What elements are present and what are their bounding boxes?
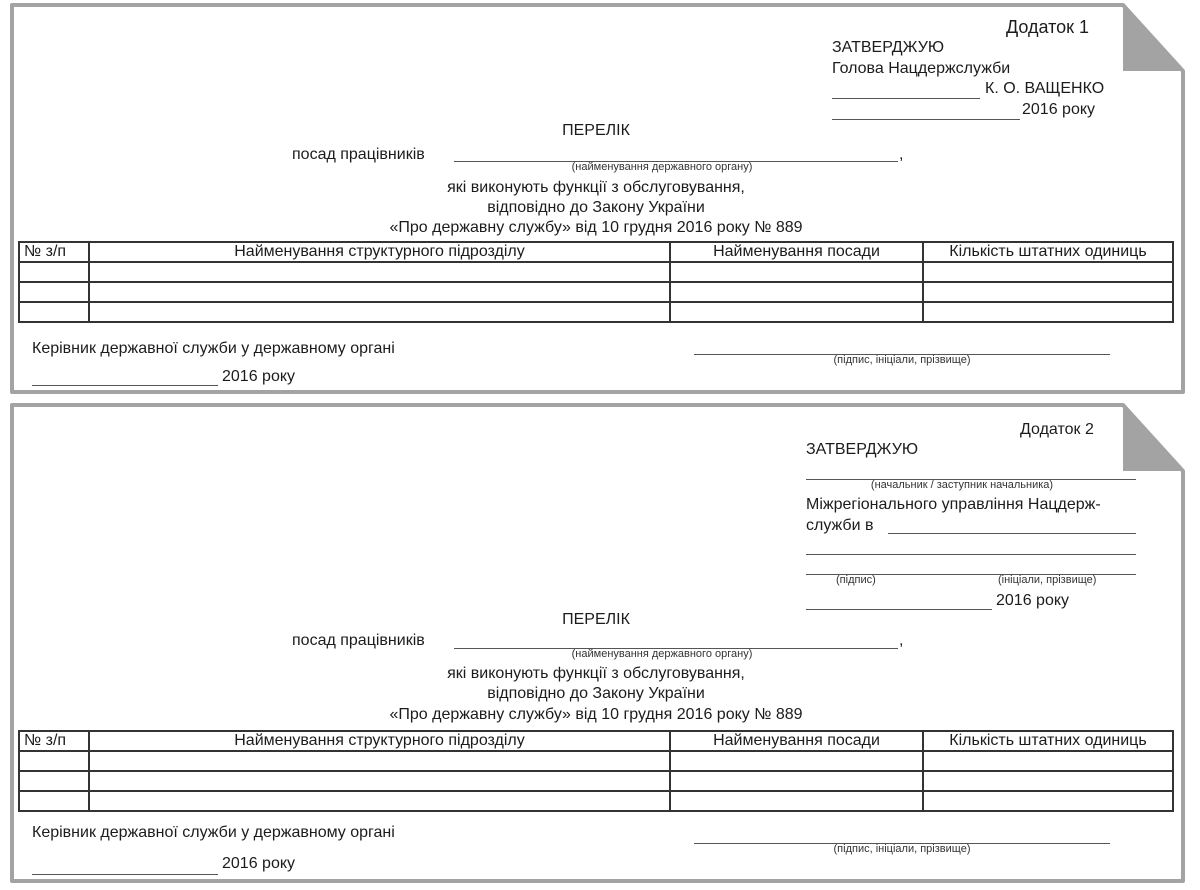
organization-caption: (найменування державного органу) [571,161,753,173]
table-cell[interactable] [670,751,923,771]
footer-signature-caption: (підпис, ініціали, прізвище) [833,843,971,855]
chief-caption: (начальник / заступник начальника) [870,479,1054,491]
column-header: № з/п [19,242,89,262]
table-header-row [19,242,1173,262]
positions-table [18,730,1174,812]
subtitle-line-2: відповідно до Закону України [487,685,705,702]
approval-year: 2016 року [996,592,1070,609]
list-title: ПЕРЕЛІК [562,611,630,628]
column-header: Найменування структурного підрозділу [89,731,670,751]
subtitle-line-3: «Про державну службу» від 10 грудня 2016 року № 889 [389,219,803,236]
table-cell[interactable] [923,771,1173,791]
organization-caption: (найменування державного органу) [571,648,753,660]
footer-date-line [32,385,218,386]
region-line-1: Міжрегіонального управління Нацдерж- [806,496,1101,513]
approval-date-line [832,119,1020,120]
column-header: Найменування структурного підрозділу [89,242,670,262]
region-name-line [888,533,1136,534]
table-cell[interactable] [923,262,1173,282]
table-cell[interactable] [670,791,923,811]
table-cell[interactable] [89,751,670,771]
approve-label: ЗАТВЕРДЖУЮ [832,39,945,56]
subtitle-line-1: які виконують функції з обслуговування, [447,179,745,196]
table-row [19,791,1173,811]
footer-year: 2016 року [222,855,296,872]
approval-year: 2016 року [1022,101,1096,118]
table-cell[interactable] [89,771,670,791]
table-cell[interactable] [89,791,670,811]
table-cell[interactable] [923,282,1173,302]
appendix-1-form [6,4,1188,397]
table-cell[interactable] [19,771,89,791]
table-cell[interactable] [670,302,923,322]
footer-year: 2016 року [222,368,296,385]
list-title: ПЕРЕЛІК [562,122,630,139]
approver-signature-line [832,98,980,99]
table-cell[interactable] [19,751,89,771]
positions-of-label: посад працівників [292,632,425,649]
table-row [19,771,1173,791]
table-cell[interactable] [670,282,923,302]
table-cell[interactable] [19,262,89,282]
table-row [19,282,1173,302]
positions-of-label: посад працівників [292,146,425,163]
appendix-label: Додаток 1 [1006,17,1090,37]
column-header: Найменування посади [670,242,923,262]
comma: , [899,632,904,649]
table-cell[interactable] [670,262,923,282]
table-row [19,302,1173,322]
table-cell[interactable] [89,282,670,302]
footer-head-label: Керівник державної служби у державному органі [32,824,395,841]
subtitle-line-1: які виконують функції з обслуговування, [447,665,745,682]
footer-signature-caption: (підпис, ініціали, прізвище) [833,354,971,366]
table-cell[interactable] [19,282,89,302]
subtitle-line-2: відповідно до Закону України [487,199,705,216]
page-frame-2 [6,404,1188,886]
footer-head-label: Керівник державної служби у державному органі [32,340,395,357]
signature-caption-left: (підпис) [836,574,876,586]
table-row [19,751,1173,771]
positions-table [18,241,1174,323]
approver-title: Голова Нацдержслужби [832,60,1011,77]
table-cell[interactable] [19,302,89,322]
comma: , [899,146,904,163]
table-cell[interactable] [923,302,1173,322]
table-cell[interactable] [923,751,1173,771]
extra-line [806,554,1136,555]
subtitle-line-3: «Про державну службу» від 10 грудня 2016 року № 889 [389,706,803,723]
table-header-row [19,731,1173,751]
appendix-2-form [6,404,1188,886]
table-cell[interactable] [89,302,670,322]
approval-date-line [806,609,992,610]
column-header: № з/п [19,731,89,751]
table-cell[interactable] [89,262,670,282]
approve-label: ЗАТВЕРДЖУЮ [806,441,919,458]
footer-date-line [32,874,218,875]
column-header: Кількість штатних одиниць [923,242,1173,262]
approver-name: К. О. ВАЩЕНКО [985,80,1105,97]
column-header: Кількість штатних одиниць [923,731,1173,751]
region-line-2: служби в [806,517,874,534]
table-cell[interactable] [923,791,1173,811]
column-header: Найменування посади [670,731,923,751]
table-cell[interactable] [670,771,923,791]
appendix-label: Додаток 2 [1020,421,1094,438]
signature-caption-right: (ініціали, прізвище) [998,574,1097,586]
table-cell[interactable] [19,791,89,811]
table-row [19,262,1173,282]
